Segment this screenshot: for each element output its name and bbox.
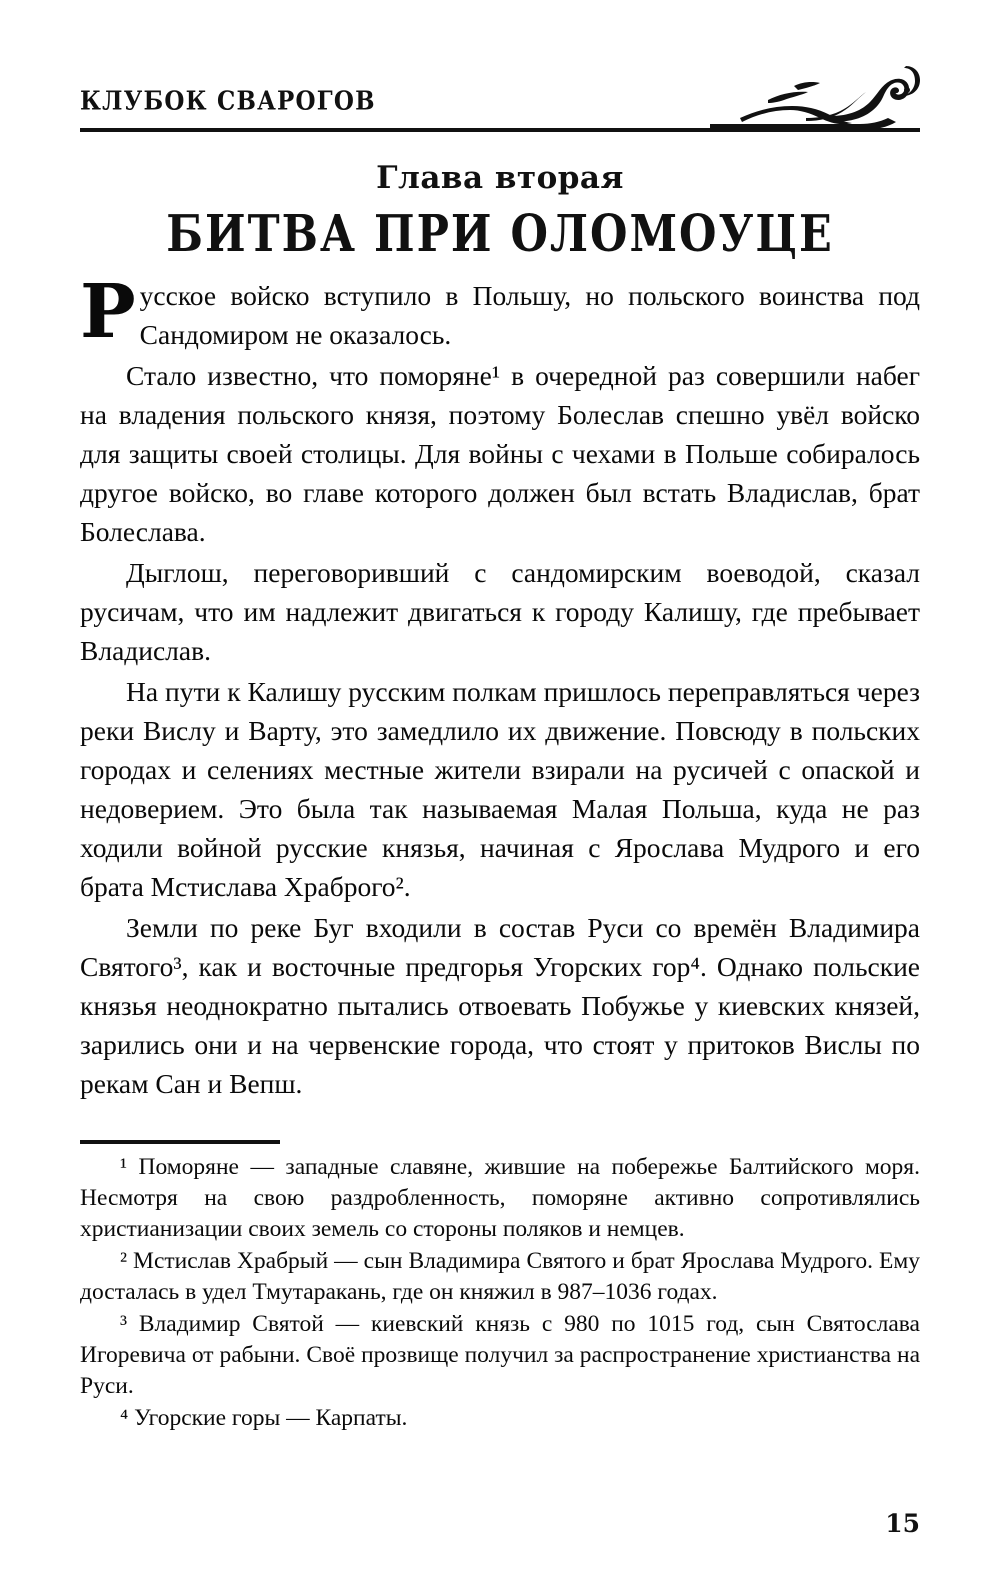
- footnote-list: [80, 1152, 920, 1435]
- paragraph-2: Стало известно, что поморяне¹ в очередной раз совершили набег на владения польского князя, поэтому Болеслав спешно увёл войско для защиты своей столицы. Для войны с чехами в Польше собиралось другое войско, во главе которого должен был встать Владислав, брат Болеслава.: [80, 360, 920, 547]
- running-head: [80, 62, 920, 140]
- running-head-title: КЛУБОК СВАРОГОВ: [80, 86, 376, 117]
- scroll-flourish-ornament-icon: [710, 60, 920, 132]
- paragraph-4: На пути к Калишу русским полкам пришлось переправляться через реки Вислу и Варту, это замедлило их движение. Повсюду в польских городах и селениях местные жители взирали на русичей с опаской и недоверием. Это была так называемая Малая Польша, куда не раз ходили войной русские князья, начиная с Ярослава Мудрого и его брата Мстислава Храброго².: [80, 676, 920, 902]
- paragraph-1-text: усское войско вступило в Польшу, но польского воинства под Сандомиром не оказалось.: [139, 280, 920, 350]
- chapter-label: Глава вторая: [376, 160, 624, 196]
- footnote-4: ⁴ Угорские горы — Карпаты.: [120, 1405, 408, 1431]
- page-number: 15: [885, 1509, 920, 1538]
- paragraph-1: [80, 269, 920, 355]
- paragraph-3: Дыглош, переговоривший с сандомирским воеводой, сказал русичам, что им надлежит двигаться к городу Калишу, где пребывает Владислав.: [80, 557, 920, 666]
- footnote-2: ² Мстислав Храбрый — сын Владимира Святого и брат Ярослава Мудрого. Ему досталась в удел Тмутаракань, где он княжил в 987–1036 годах.: [80, 1248, 920, 1305]
- drop-capital: Р: [80, 269, 136, 355]
- footnote-3: ³ Владимир Святой — киевский князь с 980 по 1015 год, сын Святослава Игоревича от рабыни. Своё прозвище получил за распространение христианства на Руси.: [80, 1311, 920, 1399]
- running-head-rule: [80, 128, 920, 132]
- body-text: [80, 269, 920, 1105]
- footnote-1: ¹ Поморяне — западные славяне, жившие на побережье Балтийского моря. Несмотря на свою раздробленность, поморяне активно сопротивлялись христианизации своих земель со стороны поляков и немцев.: [80, 1154, 920, 1242]
- footnote-separator-rule: [80, 1140, 280, 1144]
- paragraph-5: Земли по реке Буг входили в состав Руси со времён Владимира Святого³, как и восточные предгорья Угорских гор⁴. Однако польские князья неоднократно пытались отвоевать Побужье у киевских князей, зарились они и на червенские города, что стоят у притоков Вислы по рекам Сан и Вепш.: [80, 912, 920, 1099]
- chapter-title: БИТВА ПРИ ОЛОМОУЦЕ: [166, 205, 834, 264]
